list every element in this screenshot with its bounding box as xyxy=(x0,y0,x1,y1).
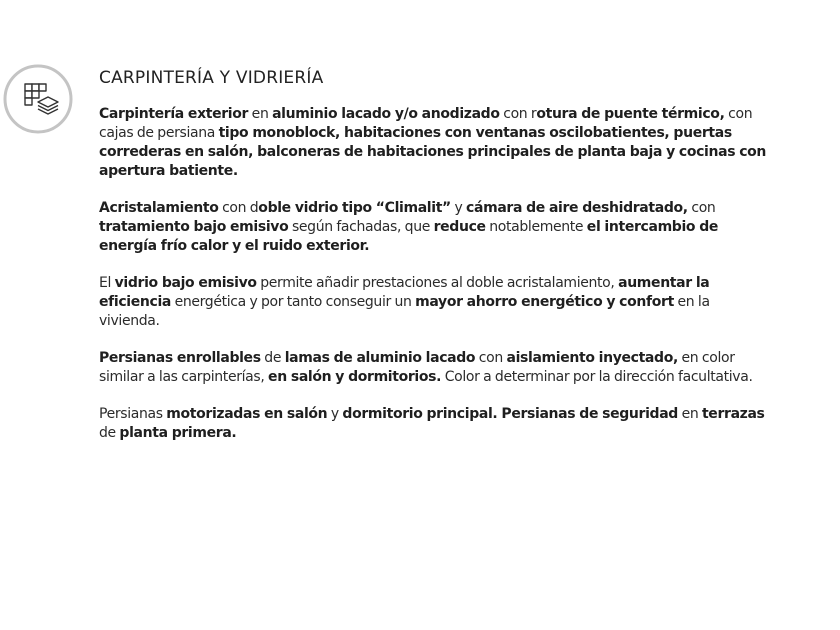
bold-text-run: terrazas xyxy=(701,406,765,422)
text-run: con xyxy=(475,350,507,366)
text-run: según fachadas, que xyxy=(288,219,434,235)
bold-text-run: dormitorio principal. Persianas de seguridad xyxy=(342,406,678,422)
paragraph-acristalamiento xyxy=(99,199,769,256)
section-icon-badge xyxy=(3,64,73,134)
bold-text-run: Acristalamiento xyxy=(99,200,219,216)
bold-text-run: tipo monoblock, habitaciones con ventanas oscilobatientes, puertas correderas en salón, balconeras de habitaciones principales de planta baja y cocinas con apertura batiente. xyxy=(99,125,767,179)
carpinteria-section xyxy=(99,66,769,461)
text-run: con xyxy=(687,200,716,216)
text-run: de xyxy=(260,350,285,366)
windows-layers-icon xyxy=(3,64,73,134)
text-run: Color a determinar por la dirección facultativa. xyxy=(441,369,753,385)
bold-text-run: vidrio bajo emisivo xyxy=(114,275,257,291)
text-run: con cajas de persiana xyxy=(99,106,753,141)
text-run: y xyxy=(450,200,467,216)
text-run: con d xyxy=(218,200,259,216)
text-run: en xyxy=(677,406,702,422)
text-run: de xyxy=(99,425,120,441)
paragraph-persianas-enrollables xyxy=(99,349,769,387)
section-title: CARPINTERÍA Y VIDRIERÍA xyxy=(99,68,324,88)
bold-text-run: mayor ahorro energético y confort xyxy=(415,294,674,310)
bold-text-run: lamas de aluminio lacado xyxy=(284,350,476,366)
bold-text-run: oble vidrio tipo “Climalit” xyxy=(258,200,451,216)
text-run: notablemente xyxy=(485,219,587,235)
text-run: El xyxy=(99,275,115,291)
bold-text-run: el intercambio de energía frío calor y el ruido exterior. xyxy=(99,219,719,254)
bold-text-run: planta primera. xyxy=(119,425,237,441)
paragraph-carpinteria-exterior xyxy=(99,105,769,181)
text-run: en color similar a las carpinterías, xyxy=(99,350,735,385)
text-run: con r xyxy=(499,106,537,122)
text-run: permite añadir prestaciones al doble acristalamiento, xyxy=(256,275,619,291)
text-run: energética y por tanto conseguir un xyxy=(171,294,416,310)
bold-text-run: Persianas enrollables xyxy=(99,350,261,366)
bold-text-run: aluminio lacado y/o anodizado xyxy=(272,106,500,122)
bold-text-run: aislamiento inyectado, xyxy=(506,350,678,366)
text-run: y xyxy=(327,406,343,422)
paragraph-persianas-motorizadas xyxy=(99,405,769,443)
bold-text-run: cámara de aire deshidratado, xyxy=(466,200,688,216)
bold-text-run: aumentar la eficiencia xyxy=(99,275,710,310)
text-run: en xyxy=(248,106,273,122)
text-run: en la vivienda. xyxy=(99,294,710,329)
bold-text-run: otura de puente térmico, xyxy=(536,106,725,122)
bold-text-run: reduce xyxy=(433,219,486,235)
paragraph-vidrio-bajo-emisivo xyxy=(99,274,769,331)
bold-text-run: motorizadas en salón xyxy=(166,406,328,422)
bold-text-run: Carpintería exterior xyxy=(99,106,249,122)
text-run: Persianas xyxy=(99,406,167,422)
bold-text-run: en salón y dormitorios. xyxy=(268,369,442,385)
bold-text-run: tratamiento bajo emisivo xyxy=(99,219,289,235)
